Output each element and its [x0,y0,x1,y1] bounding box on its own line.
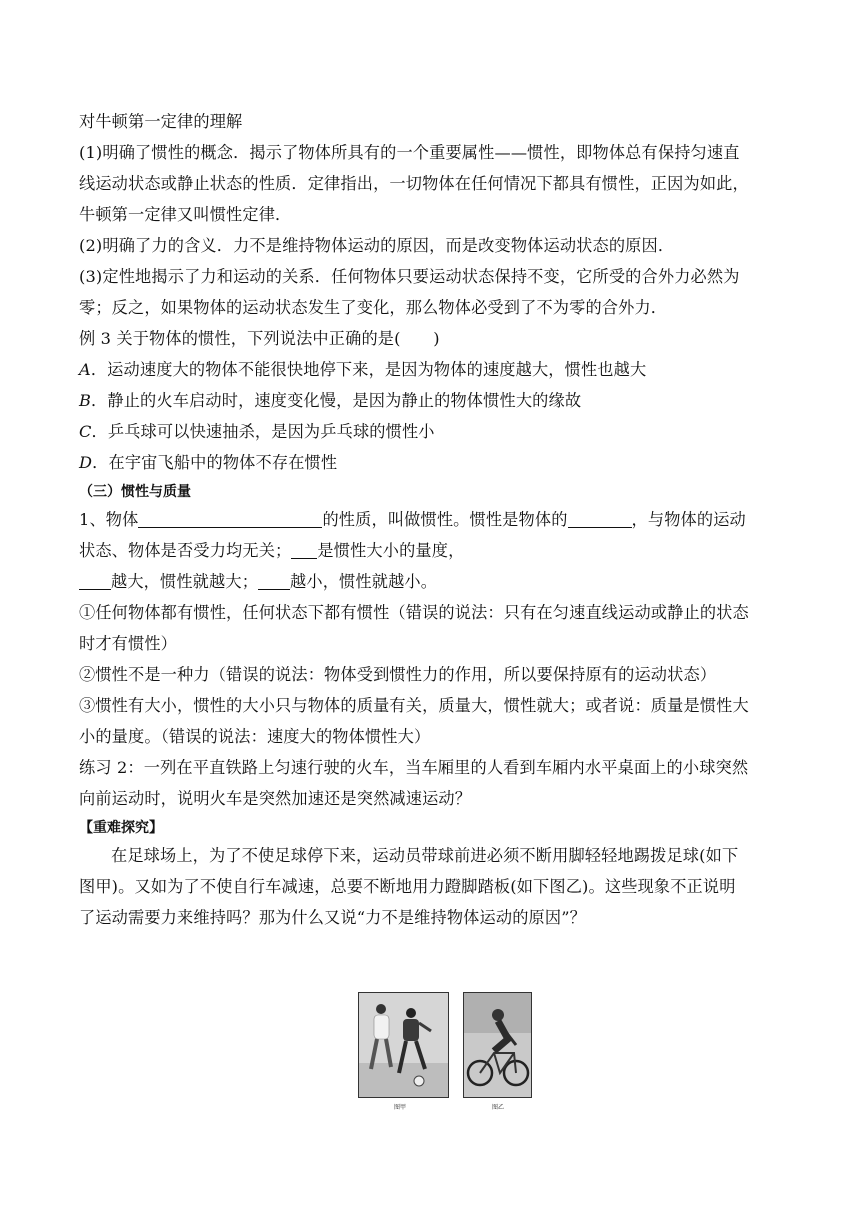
option-a [79,354,789,385]
exercise-line-1: 练习 2：一列在平直铁路上匀速行驶的火车，当车厢里的人看到车厢内水平桌面上的小球突然 [79,758,749,777]
document-body [79,106,789,933]
paragraph-1-line-1: (1)明确了惯性的概念．揭示了物体所具有的一个重要属性——惯性，即物体总有保持匀速直 [79,143,740,162]
paragraph-1-line-3: 牛顿第一定律又叫惯性定律． [79,205,292,224]
option-b [79,385,789,416]
explore-line-2: 图甲)。又如为了不使自行车减速，总要不断地用力蹬脚踏板(如下图乙)。这些现象不正说明 [79,877,736,896]
paragraph-1-line-2: 线运动状态或静止状态的性质．定律指出，一切物体在任何情况下都具有惯性，正因为如此， [79,174,749,193]
option-text: ．乒乓球可以快速抽杀，是因为乒乓球的惯性小 [91,422,435,441]
explore-line-3: 了运动需要力来维持吗？那为什么又说“力不是维持物体运动的原因”？ [79,908,586,927]
point-1-line-2: 时才有惯性） [79,634,178,653]
point-3-line-1: ③惯性有大小，惯性的大小只与物体的质量有关，质量大，惯性就大；或者说：质量是惯性大 [79,696,749,715]
option-text: ．静止的火车启动时，速度变化慢，是因为静止的物体惯性大的缘故 [91,391,582,410]
option-letter: D [79,453,93,472]
fill-line-2 [79,535,789,566]
fill-text: 越小，惯性就越小。 [290,572,438,591]
blank-2[interactable] [568,509,632,528]
figure-group [358,992,538,1112]
option-c [79,416,789,447]
option-d [79,447,789,478]
point-3-line-2: 小的量度。（错误的说法：速度大的物体惯性大） [79,727,431,746]
figure-caption-a: 图甲 [394,1104,407,1111]
paragraph-3-line-2: 零；反之，如果物体的运动状态发生了变化，那么物体必受到了不为零的合外力． [79,298,668,317]
figure-cyclist-photo [463,992,532,1098]
exercise-line-2: 向前运动时，说明火车是突然加速还是突然减速运动？ [79,789,472,808]
example-question: 例 3 关于物体的惯性，下列说法中正确的是( ) [79,329,440,348]
explore-line-1: 在足球场上，为了不使足球停下来，运动员带球前进必须不断用脚轻轻地踢拨足球(如下 [111,846,739,865]
fill-text: 是惯性大小的量度， [317,541,465,560]
fill-text: ，与物体的运动 [631,510,746,529]
paragraph-3-line-1: (3)定性地揭示了力和运动的关系．任何物体只要运动状态保持不变，它所受的合外力必然为 [79,267,740,286]
fill-text: 状态、物体是否受力均无关； [79,541,292,560]
point-1-line-1: ①任何物体都有惯性，任何状态下都有惯性（错误的说法：只有在匀速直线运动或静止的状态 [79,603,749,622]
blank-1[interactable] [138,509,322,528]
section-heading: 对牛顿第一定律的理解 [79,112,243,131]
figure-soccer-photo [358,992,449,1098]
fill-line-1 [79,504,789,535]
option-letter: C [79,422,92,441]
option-letter: B [79,391,92,410]
fill-line-3 [79,566,789,597]
section-3-title: （三）惯性与质量 [79,484,191,500]
explore-title: 【重难探究】 [79,820,163,836]
figure-caption-b: 图乙 [492,1104,505,1111]
point-2: ②惯性不是一种力（错误的说法：物体受到惯性力的作用，所以要保持原有的运动状态） [79,665,717,684]
option-letter: A [79,360,91,379]
fill-text: 1、物体 [79,510,139,529]
fill-text: 的性质，叫做惯性。惯性是物体的 [322,510,568,529]
blank-4[interactable] [79,571,111,590]
option-text: ．在宇宙飞船中的物体不存在惯性 [92,453,338,472]
paragraph-2: (2)明确了力的含义．力不是维持物体运动的原因，而是改变物体运动状态的原因． [79,236,675,255]
blank-5[interactable] [258,571,290,590]
blank-3[interactable] [291,540,317,559]
option-text: ．运动速度大的物体不能很快地停下来，是因为物体的速度越大，惯性也越大 [90,360,647,379]
fill-text: 越大，惯性就越大； [111,572,259,591]
